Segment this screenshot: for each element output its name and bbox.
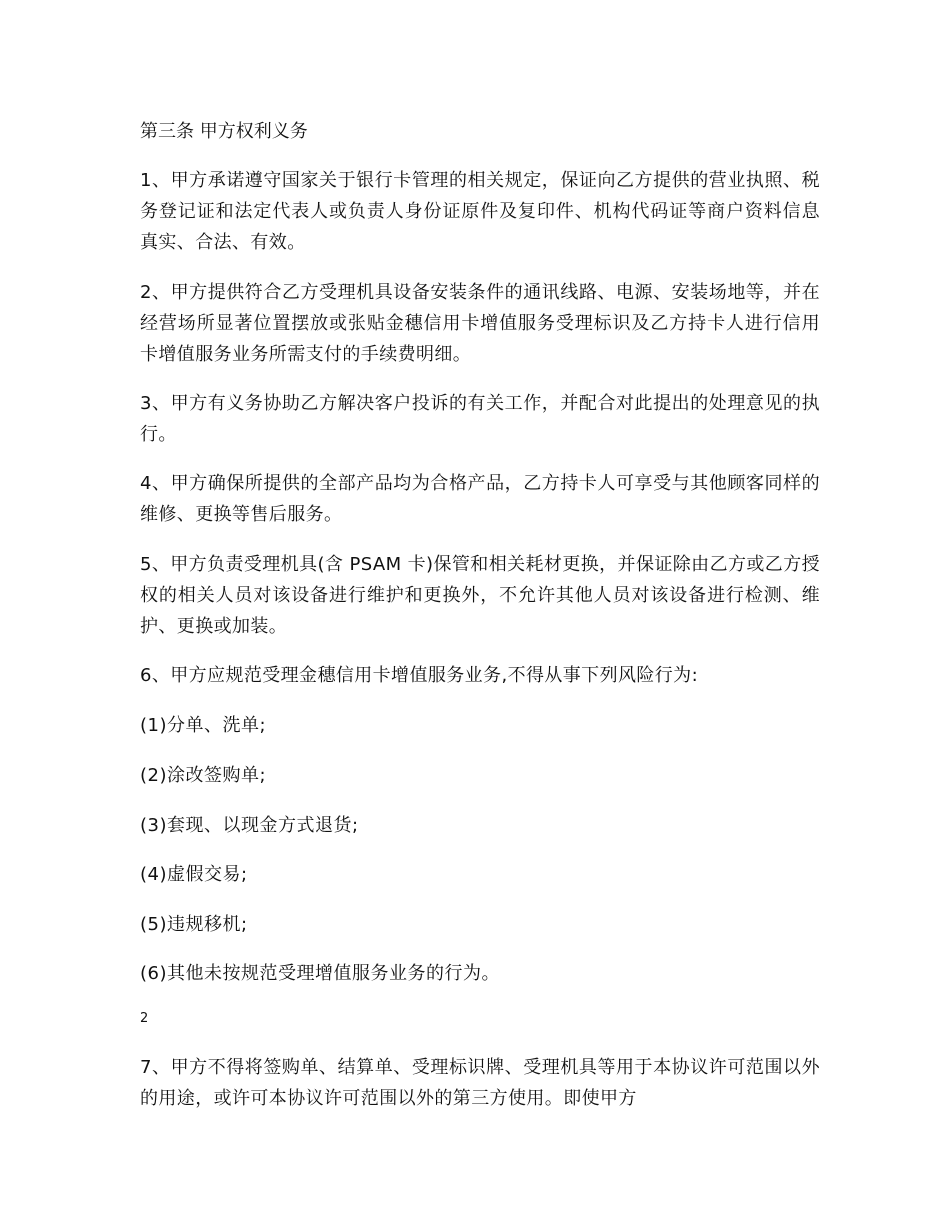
paragraph-7: 7、甲方不得将签购单、结算单、受理标识牌、受理机具等用于本协议许可范围以外的用途，或许可本协议许可范围以外的第三方使用。即使甲方 xyxy=(140,1057,820,1109)
list-item: (6)其他未按规范受理增值服务业务的行为。 xyxy=(140,963,500,984)
list-item: (5)违规移机; xyxy=(140,914,248,935)
list-item: (4)虚假交易; xyxy=(140,864,248,885)
paragraph-1: 1、甲方承诺遵守国家关于银行卡管理的相关规定，保证向乙方提供的营业执照、税务登记证和法定代表人或负责人身份证原件及复印件、机构代码证等商户资料信息真实、合法、有效。 xyxy=(140,170,820,253)
list-item: (3)套现、以现金方式退货; xyxy=(140,815,359,836)
list-item: (2)涂改签购单; xyxy=(140,765,267,786)
paragraph-6: 6、甲方应规范受理金穗信用卡增值服务业务,不得从事下列风险行为: xyxy=(140,665,699,686)
paragraph-5: 5、甲方负责受理机具(含 PSAM 卡)保管和相关耗材更换，并保证除由乙方或乙方授权的相关人员对该设备进行维护和更换外，不允许其他人员对该设备进行检测、维护、更换或加装。 xyxy=(140,554,820,637)
paragraph-2: 2、甲方提供符合乙方受理机具设备安装条件的通讯线路、电源、安装场地等，并在经营场所显著位置摆放或张贴金穗信用卡增值服务受理标识及乙方持卡人进行信用卡增值服务业务所需支付的手续费明细。 xyxy=(140,282,820,365)
paragraph-3: 3、甲方有义务协助乙方解决客户投诉的有关工作，并配合对此提出的处理意见的执行。 xyxy=(140,393,820,445)
page-number: 2 xyxy=(140,1011,149,1026)
list-item: (1)分单、洗单; xyxy=(140,715,267,736)
section-heading: 第三条 甲方权利义务 xyxy=(140,121,308,142)
paragraph-4: 4、甲方确保所提供的全部产品均为合格产品，乙方持卡人可享受与其他顾客同样的维修、更换等售后服务。 xyxy=(140,473,820,525)
